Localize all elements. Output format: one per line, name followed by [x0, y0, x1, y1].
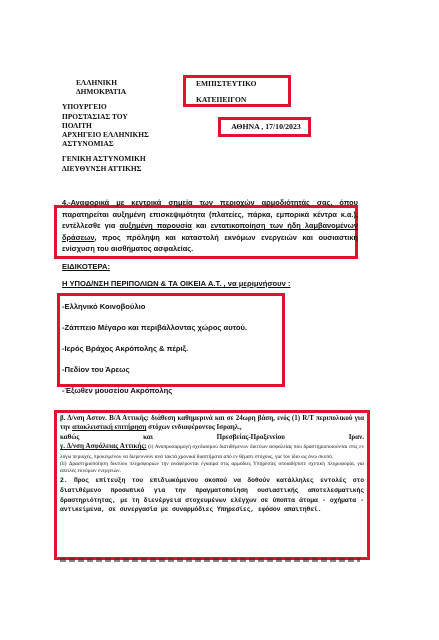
- instructions-section: [60, 414, 364, 515]
- urgency-label: ΚΑΤΕΠΕΙΓΟΝ: [196, 95, 247, 104]
- list-item: -Ελληνικό Κοινοβούλιο: [62, 302, 146, 311]
- list-item: -Ζάππειο Μέγαρο και περιβάλλοντας χώρος αυτού.: [62, 323, 247, 332]
- authority-line: ΠΡΟΣΤΑΣΙΑΣ ΤΟΥ: [62, 111, 128, 121]
- list-item: -Έξωθεν μουσείου Ακρόπολης: [62, 386, 173, 395]
- authority-line: ΔΙΕΥΘΥΝΣΗ ΑΤΤΙΚΗΣ: [62, 163, 142, 173]
- locations-list: [62, 296, 282, 401]
- list-item: -Ιερός Βράχος Ακρόπολης & πέριξ.: [62, 344, 189, 353]
- authority-line: ΕΛΛΗΝΙΚΗ: [76, 78, 117, 87]
- authority-line: ΑΡΧΗΓΕΙΟ ΕΛΛΗΝΙΚΗΣ: [62, 130, 149, 140]
- section-subheading: Η ΥΠΟΔ/ΝΣΗ ΠΕΡΙΠΟΛΙΩΝ & ΤΑ ΟΙΚΕΙΑ Α.Τ. , να μεριμνήσουν :: [62, 279, 291, 288]
- underlined-phrase: αποκλειστική επιτήρηση: [72, 423, 147, 432]
- authority-line: ΓΕΝΙΚΗ ΑΣΤΥΝΟΜΙΚΗ: [62, 154, 146, 164]
- issuing-authority: [62, 78, 190, 177]
- authority-line: ΥΠΟΥΡΓΕΙΟ: [62, 102, 107, 112]
- instruction-b: β. Δ/νση Αστυν. Β/Α Αττικής: διάθεση καθημερινά και σε 24ωρη βάση, ενός (1) R/T περιπολικού για την αποκλειστική επιτήρηση στόχων ενδιαφέροντος Ισραηλ.,: [60, 414, 364, 432]
- instruction-c-ii: (ii) Δραστηριοποίηση δικτύου πληροφοριών την αναφέρονται έγκαιρα στις αρμόδιες Υπηρεσίες οποιαδήποτε σχετική πληροφορία, για απειλές εκνόμων ενεργειών.: [60, 461, 364, 475]
- specific-heading: ΕΙΔΙΚΟΤΕΡΑ:: [62, 262, 111, 271]
- document-date: ΑΘΗΝΑ , 17/10/2023: [231, 122, 301, 131]
- authority-line: ΑΣΤΥΝΟΜΙΑΣ: [62, 139, 114, 149]
- paragraph-2: 2. Προς επίτευξη του επιδιωκόμενου σκοπού να δοθούν κατάλληλες εντολές στο διατιθέμενο προσωπικό για την πραγματοποίηση ουσιαστικής αποτελεσματικής δραστηριότητας, με τη διενέργεια στοχευμένων ελέγχων σε ύποπτα άτομα - οχήματα - αντικείμενα, σε συνεργασία με συναρμόδιες Υπηρεσίες, εφόσον απαιτηθεί.: [60, 477, 364, 514]
- truncated-text-line: [60, 558, 360, 562]
- classification-label: ΕΜΠΙΣΤΕΥΤΙΚΟ: [196, 79, 257, 88]
- underlined-phrase: αυξημένη παρουσία: [119, 221, 192, 231]
- authority-line: ΠΟΛΙΤΗ: [62, 120, 92, 130]
- underlined-phrase: εντατικοποίηση των ήδη λαμβανομένων δράσεων: [62, 221, 358, 242]
- instruction-c: γ. Δ/νση Ασφάλειας Αττικής: (i) Αναπροσαρμογή σχεδιασμού διατιθέμενων δικτύων ασφαλείας που δραστηριοποιούνται στις εν λόγω περιοχές, προκειμένου να διερευνούν ανά τακτά χρονικά διαστήματα από εν θέματι στόχους, για τον ίδιο ως άνω σκοπό.: [60, 442, 365, 460]
- authority-line: ΔΗΜΟΚΡΑΤΙΑ: [76, 87, 127, 97]
- paragraph-4: 4.-Αναφορικά με κεντρικά σημεία των περιοχών αρμοδιότητάς σας, όπου παρατηρείται αυξημένη επισκεψιμότητα (πλατείες, πάρκα, εμπορικά κέντρα κ.α.), εντέλλεσθε για αυξημένη παρουσία και εντατικοποίηση των ήδη λαμβανομένων δράσεων, προς πρόληψη και καταστολή εκνόμων ενεργειών και ουσιαστική ενίσχυση του αισθήματος ασφαλείας.: [62, 198, 358, 254]
- list-item: -Πεδίον του Άρεως: [62, 365, 130, 374]
- instruction-b-row: καθώς και Πρεσβείας-Προξενείου Ιραν.: [60, 432, 364, 441]
- instruction-c-title: γ. Δ/νση Ασφάλειας Αττικής:: [60, 442, 147, 451]
